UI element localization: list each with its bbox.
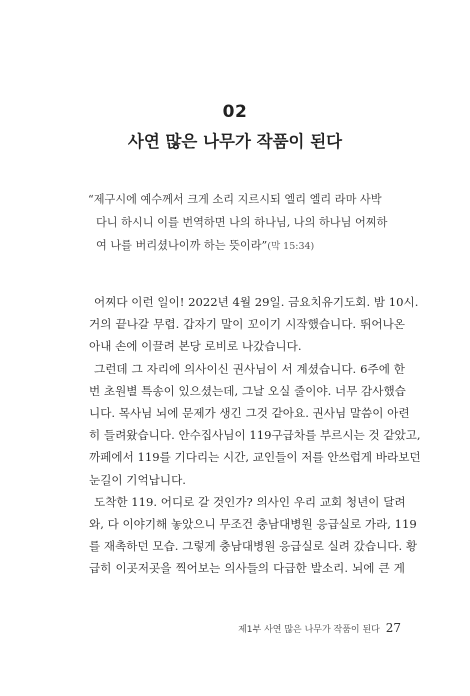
running-head: 제1부 사연 많은 나무가 작품이 된다 [238,625,380,635]
body-line: 어찌다 이런 일이! 2022년 4월 29일. 금요치유기도회. 밤 10시. [94,295,419,309]
body-line: 번 초원별 특송이 있으셨는데, 그날 오실 줄이야. 너무 감사했습 [89,383,406,398]
epigraph-line: “제구시에 예수께서 크게 소리 지르시되 엘리 엘리 라마 사박 [88,193,382,206]
epigraph-line: 다니 하시니 이를 번역하면 나의 하나님, 나의 하나님 어찌하 [96,216,388,229]
epigraph-text: 여 나를 버리셨나이까 하는 뜻이라” [96,239,268,252]
body-line: 눈길이 기억납니다. [89,472,186,487]
body-line: 거의 끝나갈 무렵. 갑자기 말이 꼬이기 시작했습니다. 뛰어나온 [89,317,405,332]
body-line: 니다. 목사님 뇌에 문제가 생긴 그것 같아요. 권사님 말씀이 아련 [89,406,410,421]
chapter-number: 02 [222,102,248,122]
page-number: 27 [385,621,401,635]
epigraph [88,188,416,258]
chapter-title: 사연 많은 나무가 작품이 된다 [127,132,343,151]
body-line: 와, 다 이야기해 놓았으니 무조건 충남대병원 응급실로 가라, 119 [89,517,417,532]
body-line: 도착한 119. 어디로 갈 것인가? 의사인 우리 교회 청년이 달려 [94,494,406,509]
epigraph-line-last [96,234,416,258]
body-line: 급히 이곳저곳을 찍어보는 의사들의 다급한 발소리. 뇌에 큰 게 [89,561,405,576]
body-line: 아내 손에 이끌려 본당 로비로 나갔습니다. [89,339,302,354]
body-line: 까페에서 119를 기다리는 시간, 교인들이 저를 안쓰럽게 바라보던 [89,450,421,465]
scripture-reference: (막 15:34) [267,241,315,252]
body-text [89,291,421,580]
body-line: 그런데 그 자리에 의사이신 권사님이 서 계셨습니다. 6주에 한 [94,361,405,376]
body-line: 히 들려왔습니다. 안수집사님이 119구급차를 부르시는 것 같았고, [89,428,421,443]
body-line: 를 재촉하던 모습. 그렇게 충남대병원 응급실로 실려 갔습니다. 황 [89,539,418,554]
page-footer [238,621,401,635]
